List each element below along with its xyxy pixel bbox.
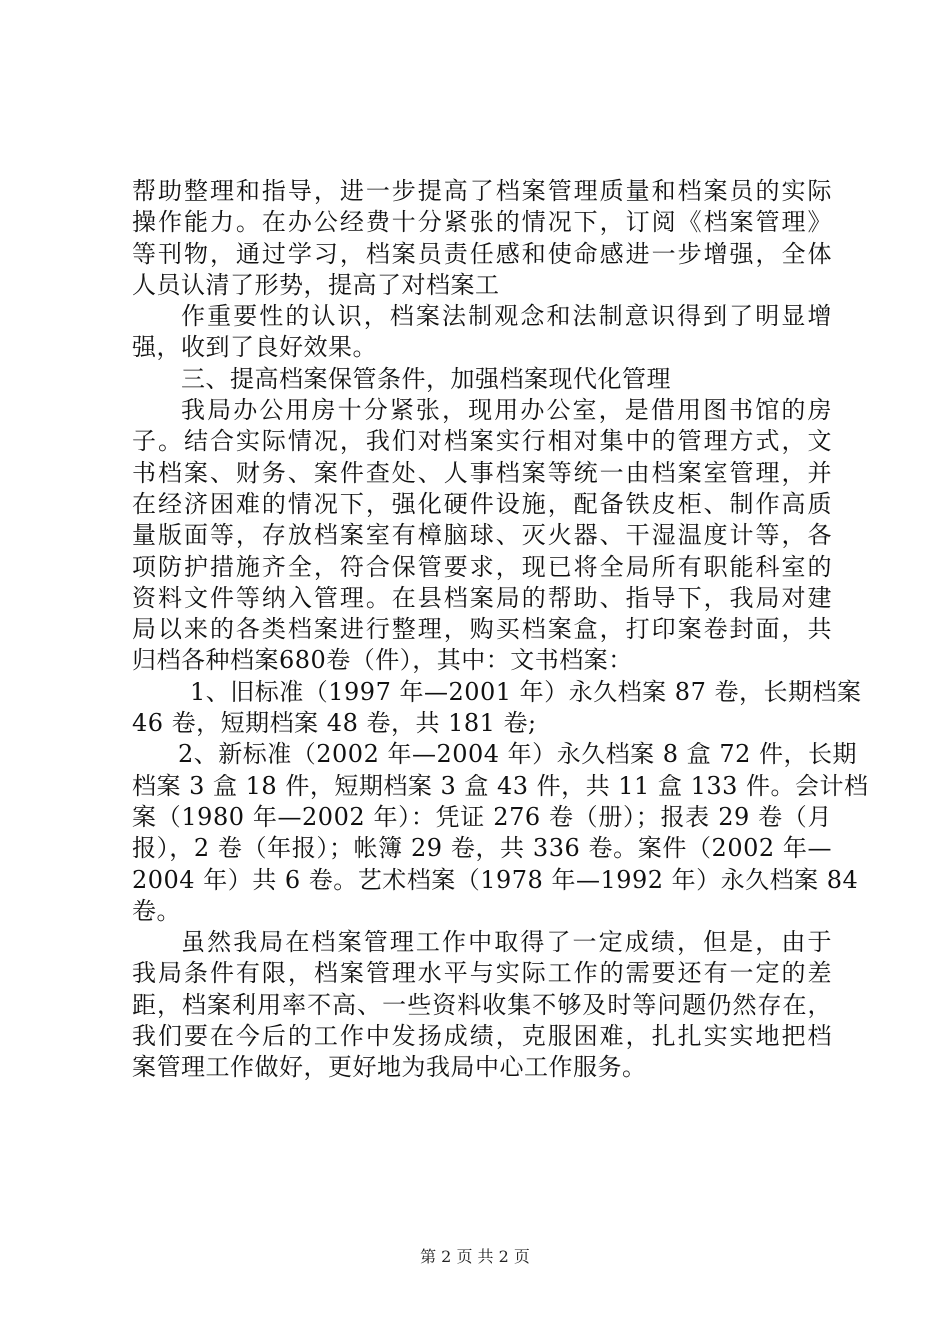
list-item: 1、旧标准（1997 年—2001 年）永久档案 87 卷，长期档案 (190, 677, 862, 706)
body-line: 距，档案利用率不高、一些资料收集不够及时等问题仍然存在， (132, 990, 832, 1019)
body-line: 量版面等，存放档案室有樟脑球、灭火器、干湿温度计等，各 (132, 521, 832, 550)
body-line: 书档案、财务、案件查处、人事档案等统一由档案室管理，并 (132, 458, 832, 487)
body-line: 等刊物，通过学习，档案员责任感和使命感进一步增强，全体 (132, 239, 832, 268)
body-line: 报），2 卷（年报）；帐簿 29 卷，共 336 卷。案件（2002 年— (132, 834, 832, 863)
body-line: 46 卷，短期档案 48 卷，共 181 卷; (132, 709, 537, 738)
body-line: 人员认清了形势，提高了对档案工 (132, 270, 500, 299)
body-line: 帮助整理和指导，进一步提高了档案管理质量和档案员的实际 (132, 177, 832, 205)
body-line: 档案 3 盒 18 件，短期档案 3 盒 43 件，共 11 盒 133 件。会计档 (132, 771, 869, 800)
body-line: 项防护措施齐全，符合保管要求，现已将全局所有职能科室的 (132, 552, 832, 581)
body-line: 局以来的各类档案进行整理，购买档案盒，打印案卷封面，共 (132, 615, 832, 644)
list-item: 2、新标准（2002 年—2004 年）永久档案 8 盒 72 件，长期 (178, 740, 858, 769)
body-line: 在经济困难的情况下，强化硬件设施，配备铁皮柜、制作高质 (132, 489, 832, 518)
body-line: 子。结合实际情况，我们对档案实行相对集中的管理方式，文 (132, 427, 832, 456)
body-line: 归档各种档案680卷（件），其中：文书档案： (132, 646, 633, 675)
page-number-footer: 第 2 页 共 2 页 (420, 1247, 530, 1266)
body-line: 操作能力。在办公经费十分紧张的情况下，订阅《档案管理》 (132, 208, 832, 237)
body-line: 我局条件有限，档案管理水平与实际工作的需要还有一定的差 (132, 959, 832, 988)
body-line: 我们要在今后的工作中发扬成绩，克服困难，扎扎实实地把档 (132, 1022, 832, 1051)
body-line: 作重要性的认识，档案法制观念和法制意识得到了明显增 (181, 302, 832, 331)
document-body (132, 176, 869, 1084)
body-line: 资料文件等纳入管理。在县档案局的帮助、指导下，我局对建 (132, 583, 832, 612)
body-line: 案（1980 年—2002 年）：凭证 276 卷（册）；报表 29 卷（月 (132, 802, 832, 831)
body-line: 强，收到了良好效果。 (132, 333, 377, 362)
body-line: 案管理工作做好，更好地为我局中心工作服务。 (132, 1053, 647, 1082)
body-line: 2004 年）共 6 卷。艺术档案（1978 年—1992 年）永久档案 84 (132, 865, 859, 894)
body-line: 虽然我局在档案管理工作中取得了一定成绩，但是，由于 (181, 928, 832, 957)
body-line: 卷。 (132, 896, 181, 925)
section-heading: 三、提高档案保管条件，加强档案现代化管理 (181, 364, 671, 393)
body-line: 我局办公用房十分紧张，现用办公室，是借用图书馆的房 (181, 396, 832, 425)
